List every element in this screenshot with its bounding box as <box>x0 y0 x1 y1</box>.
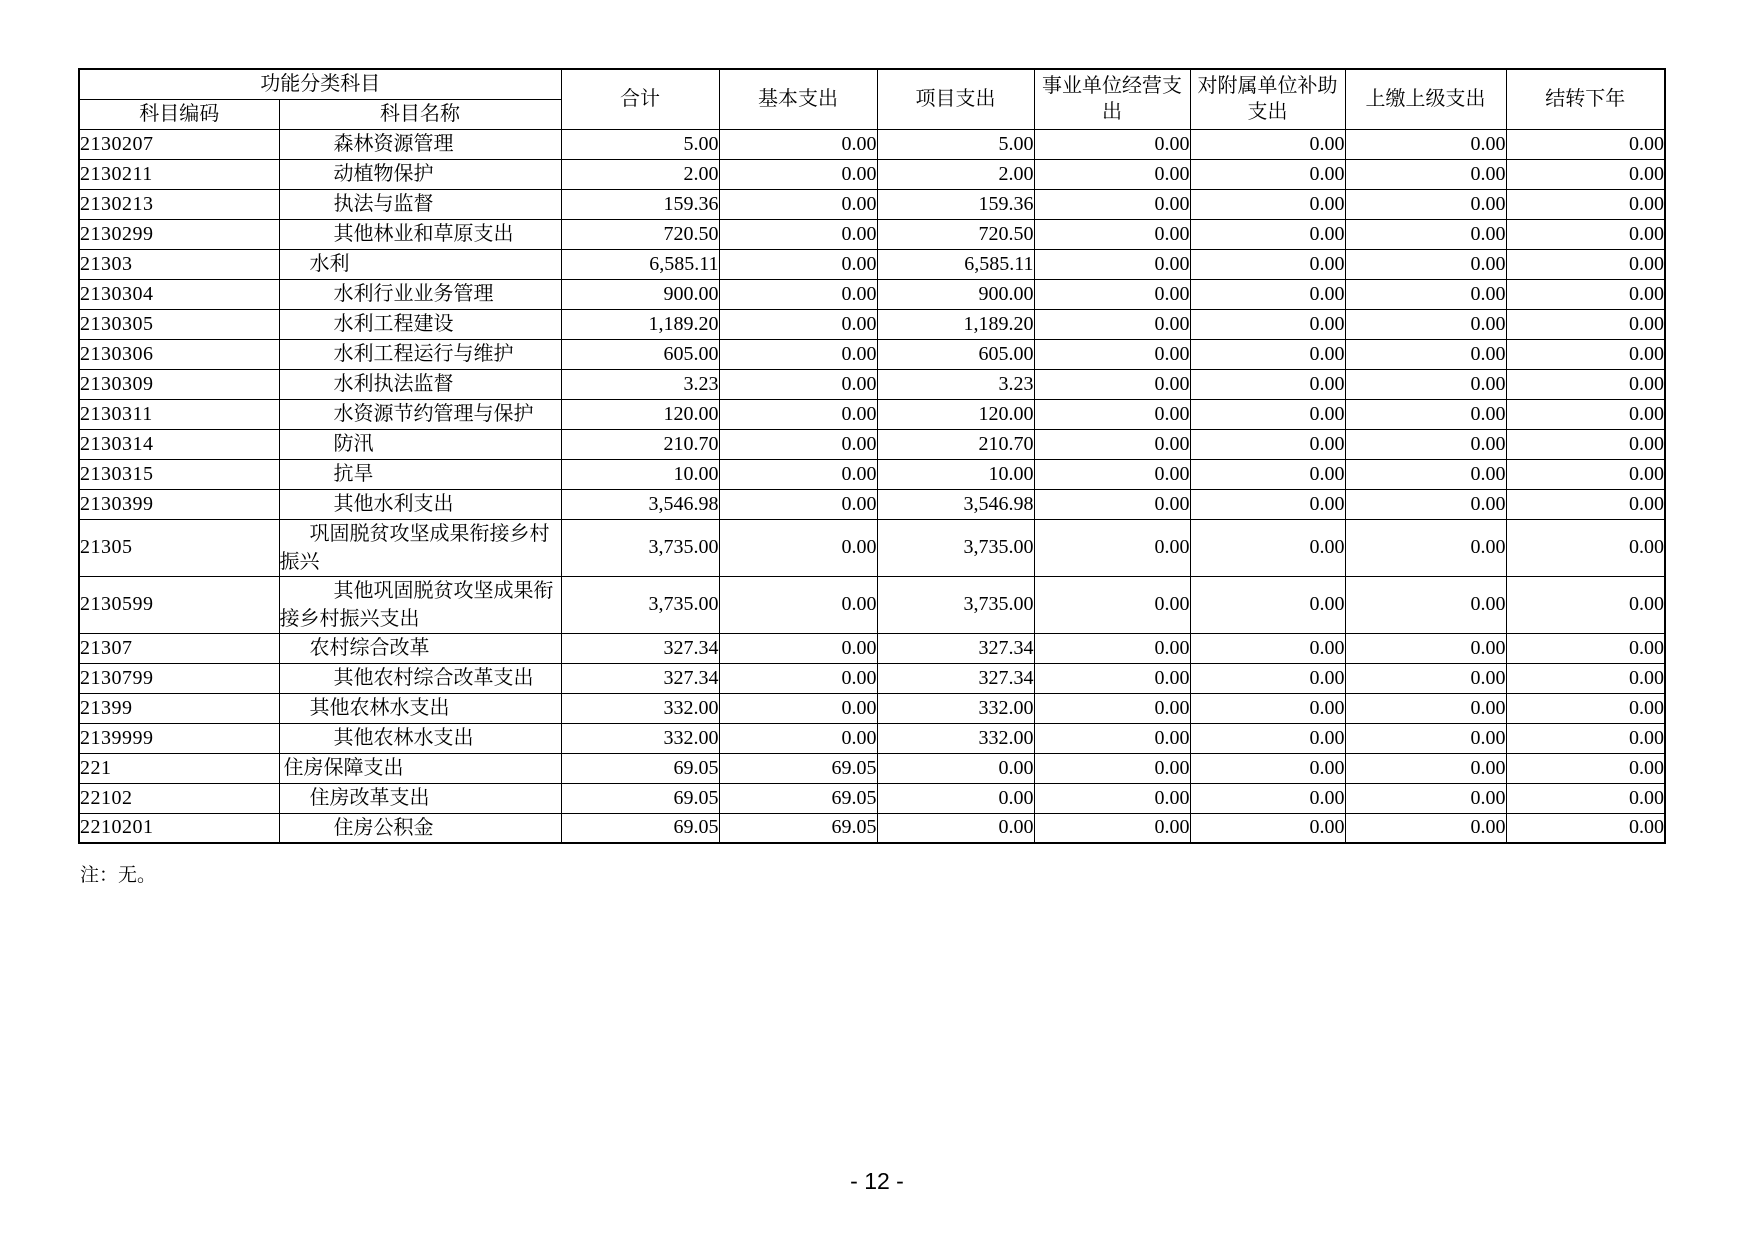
value-cell: 0.00 <box>1506 783 1665 813</box>
value-cell: 0.00 <box>1506 663 1665 693</box>
header-subject-code: 科目编码 <box>79 99 279 129</box>
value-cell: 605.00 <box>561 339 719 369</box>
table-row <box>79 813 1665 843</box>
value-cell: 0.00 <box>719 369 877 399</box>
value-cell: 69.05 <box>561 783 719 813</box>
table-row <box>79 219 1665 249</box>
value-cell: 3.23 <box>561 369 719 399</box>
value-cell: 0.00 <box>1034 399 1190 429</box>
subject-code-cell: 2130305 <box>79 309 279 339</box>
value-cell: 0.00 <box>719 693 877 723</box>
value-cell: 0.00 <box>1190 693 1345 723</box>
value-cell: 0.00 <box>1190 279 1345 309</box>
value-cell: 0.00 <box>1034 159 1190 189</box>
table-row <box>79 459 1665 489</box>
value-cell: 3,735.00 <box>877 519 1034 576</box>
value-cell: 0.00 <box>1506 279 1665 309</box>
value-cell: 0.00 <box>1345 249 1506 279</box>
value-cell: 0.00 <box>1190 576 1345 633</box>
subject-name-cell: 其他水利支出 <box>279 489 561 519</box>
value-cell: 6,585.11 <box>877 249 1034 279</box>
table-row <box>79 723 1665 753</box>
value-cell: 0.00 <box>1345 663 1506 693</box>
subject-name-cell: 其他林业和草原支出 <box>279 219 561 249</box>
value-cell: 0.00 <box>1034 429 1190 459</box>
table-row <box>79 159 1665 189</box>
value-cell: 69.05 <box>561 813 719 843</box>
value-cell: 69.05 <box>719 783 877 813</box>
value-cell: 3,735.00 <box>877 576 1034 633</box>
subject-name-cell: 巩固脱贫攻坚成果衔接乡村振兴 <box>279 519 561 576</box>
value-cell: 10.00 <box>877 459 1034 489</box>
value-cell: 0.00 <box>1506 489 1665 519</box>
value-cell: 0.00 <box>1345 159 1506 189</box>
value-cell: 69.05 <box>561 753 719 783</box>
value-cell: 3,546.98 <box>877 489 1034 519</box>
subject-name-cell: 抗旱 <box>279 459 561 489</box>
value-cell: 0.00 <box>1506 723 1665 753</box>
table-body <box>79 129 1665 843</box>
value-cell: 2.00 <box>561 159 719 189</box>
value-cell: 0.00 <box>1034 576 1190 633</box>
value-cell: 0.00 <box>1034 249 1190 279</box>
value-cell: 0.00 <box>719 159 877 189</box>
footnote: 注：无。 <box>80 865 157 886</box>
value-cell: 0.00 <box>1034 489 1190 519</box>
value-cell: 0.00 <box>1190 309 1345 339</box>
value-cell: 0.00 <box>1034 663 1190 693</box>
value-cell: 0.00 <box>719 633 877 663</box>
value-cell: 0.00 <box>1506 813 1665 843</box>
value-cell: 3,735.00 <box>561 576 719 633</box>
value-cell: 1,189.20 <box>877 309 1034 339</box>
subject-code-cell: 21399 <box>79 693 279 723</box>
value-cell: 0.00 <box>1345 399 1506 429</box>
value-cell: 0.00 <box>1190 723 1345 753</box>
value-cell: 327.34 <box>877 633 1034 663</box>
header-operating-expenditure: 事业单位经营支出 <box>1034 69 1190 129</box>
value-cell: 0.00 <box>1345 339 1506 369</box>
value-cell: 0.00 <box>1506 633 1665 663</box>
value-cell: 0.00 <box>1034 519 1190 576</box>
table-row <box>79 663 1665 693</box>
value-cell: 0.00 <box>719 309 877 339</box>
value-cell: 2.00 <box>877 159 1034 189</box>
subject-code-cell: 21305 <box>79 519 279 576</box>
table-row <box>79 576 1665 633</box>
value-cell: 6,585.11 <box>561 249 719 279</box>
subject-name-cell: 森林资源管理 <box>279 129 561 159</box>
value-cell: 327.34 <box>561 633 719 663</box>
value-cell: 0.00 <box>1190 339 1345 369</box>
value-cell: 1,189.20 <box>561 309 719 339</box>
value-cell: 0.00 <box>719 219 877 249</box>
subject-name-cell: 水利执法监督 <box>279 369 561 399</box>
value-cell: 0.00 <box>719 723 877 753</box>
value-cell: 0.00 <box>1345 129 1506 159</box>
value-cell: 0.00 <box>1190 159 1345 189</box>
value-cell: 327.34 <box>561 663 719 693</box>
value-cell: 0.00 <box>719 663 877 693</box>
value-cell: 210.70 <box>561 429 719 459</box>
table-row <box>79 189 1665 219</box>
subject-name-cell: 住房保障支出 <box>279 753 561 783</box>
subject-code-cell: 2130207 <box>79 129 279 159</box>
value-cell: 69.05 <box>719 813 877 843</box>
value-cell: 0.00 <box>1190 489 1345 519</box>
value-cell: 0.00 <box>1345 279 1506 309</box>
value-cell: 0.00 <box>1345 633 1506 663</box>
subject-code-cell: 2130299 <box>79 219 279 249</box>
value-cell: 0.00 <box>1506 693 1665 723</box>
value-cell: 0.00 <box>1190 633 1345 663</box>
subject-code-cell: 2130399 <box>79 489 279 519</box>
value-cell: 0.00 <box>1034 633 1190 663</box>
value-cell: 0.00 <box>1190 519 1345 576</box>
value-cell: 332.00 <box>561 723 719 753</box>
value-cell: 0.00 <box>1034 813 1190 843</box>
value-cell: 5.00 <box>877 129 1034 159</box>
subject-code-cell: 2130599 <box>79 576 279 633</box>
value-cell: 0.00 <box>719 189 877 219</box>
value-cell: 0.00 <box>1345 783 1506 813</box>
value-cell: 0.00 <box>1190 399 1345 429</box>
subject-name-cell: 其他农林水支出 <box>279 693 561 723</box>
value-cell: 327.34 <box>877 663 1034 693</box>
value-cell: 720.50 <box>877 219 1034 249</box>
subject-code-cell: 2210201 <box>79 813 279 843</box>
subject-name-cell: 动植物保护 <box>279 159 561 189</box>
value-cell: 0.00 <box>1506 159 1665 189</box>
value-cell: 0.00 <box>719 429 877 459</box>
value-cell: 0.00 <box>1034 369 1190 399</box>
expenditure-function-table <box>78 68 1666 844</box>
value-cell: 3.23 <box>877 369 1034 399</box>
value-cell: 0.00 <box>1190 783 1345 813</box>
value-cell: 0.00 <box>877 813 1034 843</box>
value-cell: 0.00 <box>1034 219 1190 249</box>
subject-code-cell: 2130315 <box>79 459 279 489</box>
value-cell: 332.00 <box>561 693 719 723</box>
value-cell: 10.00 <box>561 459 719 489</box>
value-cell: 0.00 <box>1190 429 1345 459</box>
table-row <box>79 369 1665 399</box>
table-row <box>79 519 1665 576</box>
value-cell: 720.50 <box>561 219 719 249</box>
table-row <box>79 489 1665 519</box>
value-cell: 0.00 <box>1345 369 1506 399</box>
value-cell: 0.00 <box>1034 723 1190 753</box>
value-cell: 0.00 <box>1190 129 1345 159</box>
table-row <box>79 783 1665 813</box>
table-row <box>79 753 1665 783</box>
value-cell: 0.00 <box>719 279 877 309</box>
value-cell: 900.00 <box>877 279 1034 309</box>
value-cell: 605.00 <box>877 339 1034 369</box>
value-cell: 0.00 <box>719 339 877 369</box>
value-cell: 0.00 <box>1506 189 1665 219</box>
header-total: 合计 <box>561 69 719 129</box>
table-row <box>79 249 1665 279</box>
value-cell: 0.00 <box>1345 189 1506 219</box>
subject-code-cell: 2130311 <box>79 399 279 429</box>
value-cell: 0.00 <box>1190 663 1345 693</box>
header-subsidy-expenditure: 对附属单位补助支出 <box>1190 69 1345 129</box>
value-cell: 332.00 <box>877 723 1034 753</box>
value-cell: 900.00 <box>561 279 719 309</box>
value-cell: 0.00 <box>1345 309 1506 339</box>
value-cell: 0.00 <box>1034 129 1190 159</box>
value-cell: 0.00 <box>1190 249 1345 279</box>
header-basic-expenditure: 基本支出 <box>719 69 877 129</box>
subject-name-cell: 水利工程运行与维护 <box>279 339 561 369</box>
value-cell: 0.00 <box>1034 693 1190 723</box>
value-cell: 3,546.98 <box>561 489 719 519</box>
value-cell: 0.00 <box>1190 369 1345 399</box>
value-cell: 0.00 <box>1345 723 1506 753</box>
value-cell: 0.00 <box>1190 753 1345 783</box>
subject-code-cell: 22102 <box>79 783 279 813</box>
subject-name-cell: 其他巩固脱贫攻坚成果衔接乡村振兴支出 <box>279 576 561 633</box>
table-row <box>79 279 1665 309</box>
value-cell: 0.00 <box>1506 459 1665 489</box>
value-cell: 159.36 <box>877 189 1034 219</box>
table-row <box>79 399 1665 429</box>
value-cell: 0.00 <box>877 783 1034 813</box>
value-cell: 0.00 <box>1190 219 1345 249</box>
value-cell: 0.00 <box>1034 279 1190 309</box>
value-cell: 0.00 <box>1190 813 1345 843</box>
table-header <box>79 69 1665 129</box>
value-cell: 5.00 <box>561 129 719 159</box>
value-cell: 0.00 <box>719 129 877 159</box>
subject-name-cell: 住房改革支出 <box>279 783 561 813</box>
subject-code-cell: 2130213 <box>79 189 279 219</box>
value-cell: 0.00 <box>877 753 1034 783</box>
subject-name-cell: 水资源节约管理与保护 <box>279 399 561 429</box>
value-cell: 0.00 <box>1506 219 1665 249</box>
value-cell: 0.00 <box>1034 783 1190 813</box>
subject-name-cell: 水利行业业务管理 <box>279 279 561 309</box>
value-cell: 0.00 <box>719 249 877 279</box>
value-cell: 0.00 <box>1190 189 1345 219</box>
value-cell: 159.36 <box>561 189 719 219</box>
value-cell: 0.00 <box>1345 219 1506 249</box>
header-carryover: 结转下年 <box>1506 69 1665 129</box>
header-upturn-expenditure: 上缴上级支出 <box>1345 69 1506 129</box>
value-cell: 0.00 <box>1506 129 1665 159</box>
value-cell: 0.00 <box>1034 309 1190 339</box>
value-cell: 0.00 <box>1345 693 1506 723</box>
subject-name-cell: 执法与监督 <box>279 189 561 219</box>
value-cell: 0.00 <box>1345 459 1506 489</box>
value-cell: 0.00 <box>1506 753 1665 783</box>
value-cell: 0.00 <box>1345 813 1506 843</box>
value-cell: 0.00 <box>719 459 877 489</box>
subject-code-cell: 2130799 <box>79 663 279 693</box>
value-cell: 120.00 <box>561 399 719 429</box>
table-row <box>79 693 1665 723</box>
table-row <box>79 339 1665 369</box>
subject-code-cell: 2139999 <box>79 723 279 753</box>
value-cell: 0.00 <box>1345 429 1506 459</box>
value-cell: 0.00 <box>1506 249 1665 279</box>
subject-name-cell: 农村综合改革 <box>279 633 561 663</box>
value-cell: 0.00 <box>719 519 877 576</box>
value-cell: 0.00 <box>1190 459 1345 489</box>
value-cell: 0.00 <box>1345 489 1506 519</box>
value-cell: 120.00 <box>877 399 1034 429</box>
subject-code-cell: 21303 <box>79 249 279 279</box>
subject-name-cell: 住房公积金 <box>279 813 561 843</box>
value-cell: 0.00 <box>1506 429 1665 459</box>
value-cell: 0.00 <box>1506 576 1665 633</box>
subject-name-cell: 水利工程建设 <box>279 309 561 339</box>
table-row <box>79 129 1665 159</box>
subject-code-cell: 2130211 <box>79 159 279 189</box>
value-cell: 0.00 <box>1345 753 1506 783</box>
value-cell: 332.00 <box>877 693 1034 723</box>
header-function-group: 功能分类科目 <box>79 69 561 99</box>
subject-name-cell: 水利 <box>279 249 561 279</box>
value-cell: 3,735.00 <box>561 519 719 576</box>
value-cell: 0.00 <box>1034 189 1190 219</box>
subject-code-cell: 2130306 <box>79 339 279 369</box>
value-cell: 69.05 <box>719 753 877 783</box>
subject-name-cell: 其他农村综合改革支出 <box>279 663 561 693</box>
subject-code-cell: 221 <box>79 753 279 783</box>
value-cell: 0.00 <box>1506 519 1665 576</box>
table-row <box>79 633 1665 663</box>
header-project-expenditure: 项目支出 <box>877 69 1034 129</box>
subject-name-cell: 其他农林水支出 <box>279 723 561 753</box>
value-cell: 0.00 <box>1345 576 1506 633</box>
subject-code-cell: 21307 <box>79 633 279 663</box>
page-number: - 12 - <box>850 1168 904 1194</box>
value-cell: 0.00 <box>1506 339 1665 369</box>
value-cell: 0.00 <box>719 399 877 429</box>
value-cell: 0.00 <box>1345 519 1506 576</box>
header-subject-name: 科目名称 <box>279 99 561 129</box>
value-cell: 0.00 <box>1506 399 1665 429</box>
value-cell: 0.00 <box>1034 459 1190 489</box>
subject-code-cell: 2130314 <box>79 429 279 459</box>
value-cell: 0.00 <box>1506 309 1665 339</box>
subject-code-cell: 2130304 <box>79 279 279 309</box>
value-cell: 0.00 <box>1034 753 1190 783</box>
value-cell: 0.00 <box>719 489 877 519</box>
header-row-1 <box>79 69 1665 99</box>
table-row <box>79 309 1665 339</box>
value-cell: 0.00 <box>1506 369 1665 399</box>
subject-code-cell: 2130309 <box>79 369 279 399</box>
value-cell: 0.00 <box>719 576 877 633</box>
value-cell: 0.00 <box>1034 339 1190 369</box>
table-row <box>79 429 1665 459</box>
value-cell: 210.70 <box>877 429 1034 459</box>
subject-name-cell: 防汛 <box>279 429 561 459</box>
